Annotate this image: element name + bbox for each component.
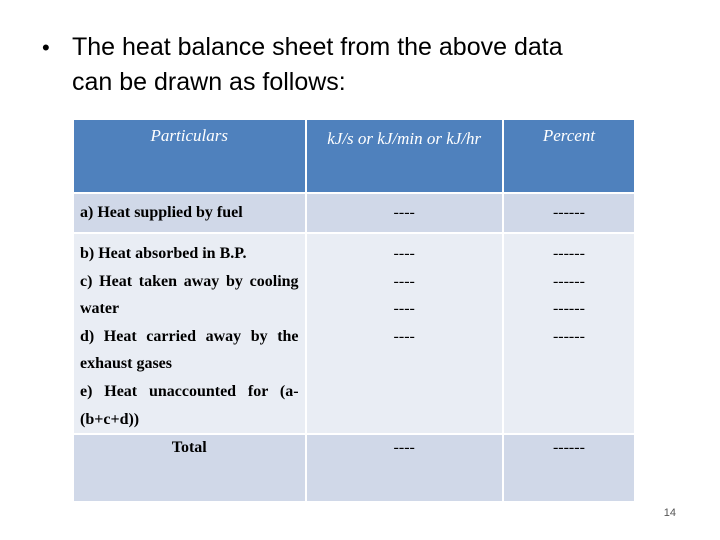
header-percent: Percent <box>503 119 635 193</box>
group-percents-cell <box>503 233 635 434</box>
row-d-label: d) Heat carried away by the exhaust gases <box>80 327 299 373</box>
bullet-dot-icon: • <box>42 35 50 60</box>
table-header-row <box>73 119 635 193</box>
total-value: ---- <box>306 434 503 502</box>
row-a-percent: ------ <box>503 193 635 233</box>
row-a-label: a) Heat supplied by fuel <box>73 193 306 233</box>
row-b-label: b) Heat absorbed in B.P. <box>80 245 247 262</box>
table-row <box>73 193 635 233</box>
row-d-value: ---- <box>393 300 415 318</box>
total-percent: ------ <box>503 434 635 502</box>
bullet-text <box>72 30 682 100</box>
row-b-percent: ------ <box>552 245 585 262</box>
row-c-percent: ------ <box>552 272 585 290</box>
header-particulars: Particulars <box>73 119 306 193</box>
group-values-cell <box>306 233 503 434</box>
bullet-point <box>42 30 682 100</box>
row-e-value: ---- <box>393 327 415 345</box>
bullet-line-2: can be drawn as follows: <box>72 68 346 96</box>
row-e-label: e) Heat unaccounted for (a-(b+c+d)) <box>80 382 299 428</box>
row-e-percent: ------ <box>552 327 585 345</box>
table-row <box>73 233 635 434</box>
heat-balance-table <box>72 118 636 503</box>
total-label: Total <box>73 434 306 502</box>
row-c-value: ---- <box>393 272 415 290</box>
row-a-value: ---- <box>306 193 503 233</box>
row-b-value: ---- <box>393 245 415 262</box>
header-units: kJ/s or kJ/min or kJ/hr <box>306 119 503 193</box>
page-number: 14 <box>663 507 676 519</box>
bullet-line-1: The heat balance sheet from the above data <box>72 33 563 61</box>
row-d-percent: ------ <box>552 300 585 318</box>
row-c-label: c) Heat taken away by cooling water <box>80 272 299 318</box>
table-row <box>73 434 635 502</box>
group-labels-cell <box>73 233 306 434</box>
